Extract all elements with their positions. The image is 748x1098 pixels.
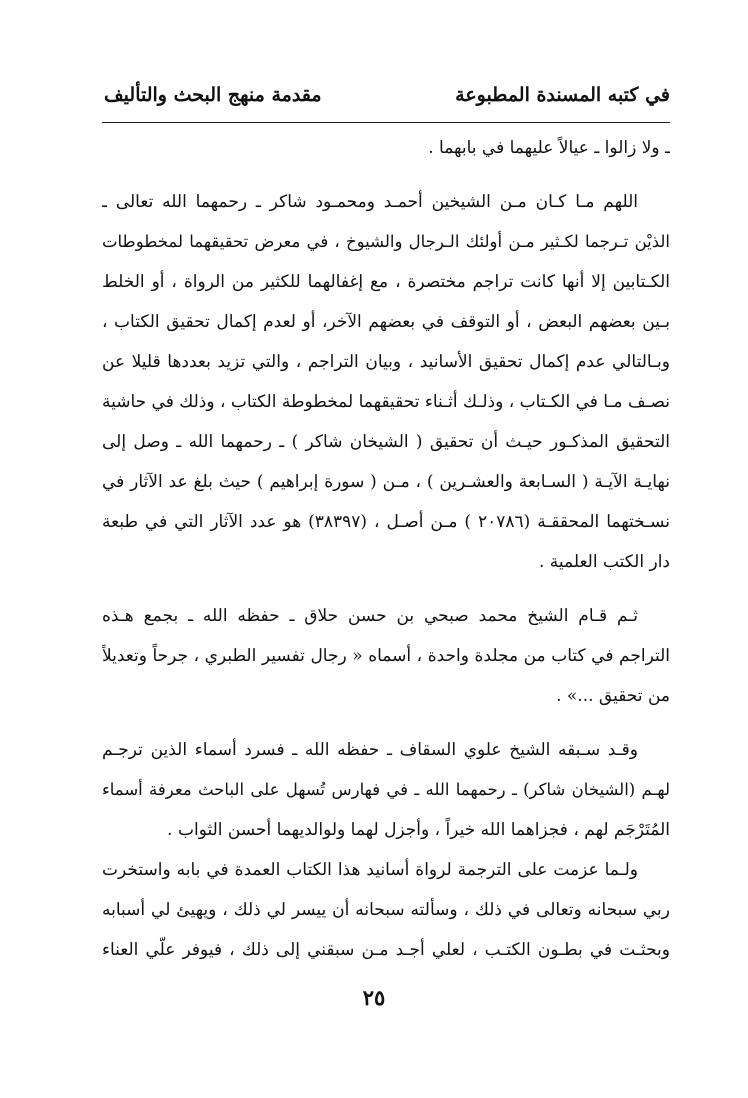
paragraph-gap [102,716,670,730]
text-line: ولـما عزمت على الترجمة لرواة أسانيد هذا الكتاب العمدة في بابه واستخرت [102,860,638,880]
text-line: نسـختهما المحققـة (٢٠٧٨٦ ) مـن أصـل ، (٣٨٣٩٧) هو عدد الآثار التي في طبعة [102,512,670,532]
text-line: نصـف مـا في الكـتاب ، وذلـك أثـناء تحقيقهما لمخطوطة الكتاب ، وذلك في حاشية [102,392,670,412]
text-line: التحقيق المذكـور حيـث أن تحقيق ( الشيخان شاكر ) ـ رحمهما الله ـ وصل إلى [102,432,670,452]
text-line: ثـم قـام الشيخ محمد صبحي بن حسن حلاق ـ حفظه الله ـ بجمع هـذه [102,606,638,626]
header-book-title: في كتبه المسندة المطبوعة [455,84,670,106]
text-line: وبـالتالي عدم إكمال تحقيق الأسانيد ، وبيان التراجم ، والتي تزيد بعددها قليلا عن [102,352,670,372]
paragraph-1 [102,128,670,168]
text-line: ربي سبحانه وتعالى في ذلك ، وسألته سبحانه أن ييسر لي ذلك ، ويهيئ لي أسبابه [102,900,670,920]
text-line: الكـتابين إلا أنها كانت تراجم مختصرة ، مع إغفالهما للكثير من الرواة ، أو الخلط [102,272,670,292]
text-line: دار الكتب العلمية . [538,552,670,572]
text-line: بـين بعضهم البعض ، أو التوقف في بعضهم الآخر، أو لعدم إكمال تحقيق الكتاب ، [102,312,670,332]
paragraph-4 [102,730,670,850]
text-line: وقـد سـبقه الشيخ علوي السقاف ـ حفظه الله ـ فسرد أسماء الذين ترجـم [102,740,638,760]
header-rule [102,122,670,123]
text-line: التراجم في كتاب من مجلدة واحدة ، أسماه « رجال تفسير الطبري ، جرحاً وتعديلاً [102,646,670,666]
paragraph-5 [102,850,670,970]
text-line: الذيْن تـرجما لكـثير مـن أولئك الـرجال والشيوخ ، في معرض تحقيقهما لمخطوطات [102,232,670,251]
text-line: لهـم (الشيخان شاكر) ـ رحمهما الله ـ في فهارس تُسهل على الباحث معرفة أسماء [102,780,670,799]
paragraph-gap [102,582,670,596]
paragraph-2 [102,182,670,582]
paragraph-3 [102,596,670,716]
text-line: نهايـة الآيـة ( السـابعة والعشـرين ) ، مـن ( سورة إبراهيم ) حيث بلغ عد الآثار في [102,472,670,492]
text-line: المُتَرْجَم لهم ، فجزاهما الله خيراً ، وأجزل لهما ولوالديهما أحسن الثواب . [167,820,670,840]
text-line: من تحقيق ...» . [556,686,670,706]
paragraph-gap [102,168,670,182]
page-number: ٢٥ [362,985,386,1010]
text-line: وبحثـت في بطـون الكتـب ، لعلي أجـد مـن سبقني إلى ذلك ، فيوفر علّي العناء [102,940,670,960]
text-line: ـ ولا زالوا ـ عيالاً عليهما في بابهما . [428,138,670,158]
page-body [102,128,670,970]
running-header [104,84,670,118]
header-section-title: مقدمة منهج البحث والتأليف [104,84,322,106]
text-line: اللهم مـا كـان مـن الشيخين أحمـد ومحمـود شاكر ـ رحمهما الله تعالى ـ [102,192,638,212]
